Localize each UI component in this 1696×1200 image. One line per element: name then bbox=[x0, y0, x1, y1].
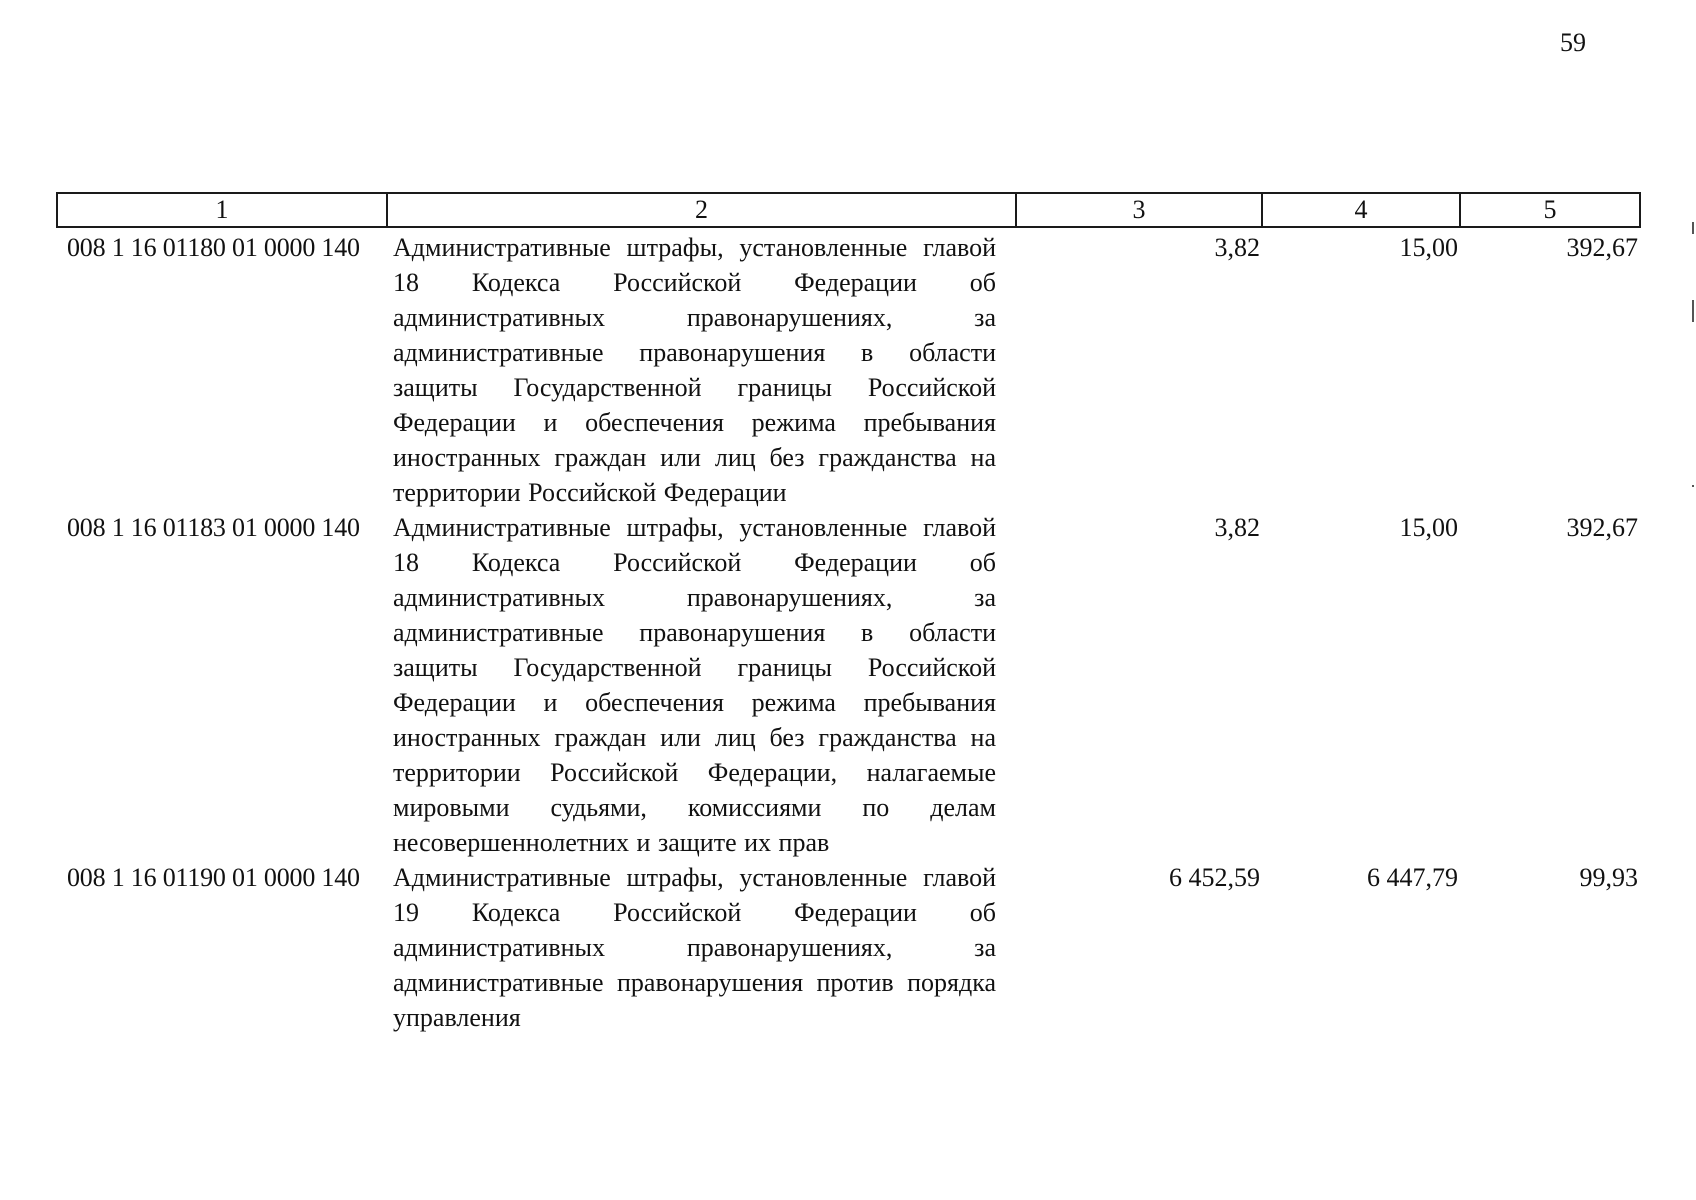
table-row bbox=[57, 227, 1640, 510]
table-body bbox=[57, 227, 1640, 1035]
row-code: 008 1 16 01180 01 0000 140 bbox=[67, 233, 360, 262]
row-col3: 6 452,59 bbox=[1169, 863, 1260, 892]
row-col3: 3,82 bbox=[1214, 233, 1260, 262]
row-col4: 6 447,79 bbox=[1367, 863, 1458, 892]
row-col5: 392,67 bbox=[1566, 233, 1638, 262]
row-col4: 15,00 bbox=[1399, 513, 1458, 542]
row-code: 008 1 16 01190 01 0000 140 bbox=[67, 863, 360, 892]
budget-table bbox=[56, 192, 1641, 1035]
scan-margin-mark bbox=[1692, 222, 1694, 234]
row-col5: 99,93 bbox=[1579, 863, 1638, 892]
row-code: 008 1 16 01183 01 0000 140 bbox=[67, 513, 360, 542]
row-name: Административные штрафы, установленные главой 18 Кодекса Российской Федерации об административных правонарушениях, за административные правонарушения в области защиты Государственной границы Российской Федерации и обеспечения режима пребывания иностранных граждан или лиц без гражданства на территории Российской Федерации, налагаемые мировыми судьями, комиссиями по делам несовершеннолетних и защите их прав bbox=[393, 513, 996, 857]
page-number: 59 bbox=[1560, 28, 1586, 57]
scan-margin-mark bbox=[1692, 300, 1694, 322]
scan-margin-mark bbox=[1692, 485, 1694, 487]
row-col4: 15,00 bbox=[1399, 233, 1458, 262]
table-header bbox=[57, 193, 1640, 227]
row-col5: 392,67 bbox=[1566, 513, 1638, 542]
table-row bbox=[57, 510, 1640, 860]
header-col-1: 1 bbox=[57, 193, 387, 227]
header-col-4: 4 bbox=[1262, 193, 1460, 227]
header-col-5: 5 bbox=[1460, 193, 1640, 227]
row-name: Административные штрафы, установленные главой 19 Кодекса Российской Федерации об административных правонарушениях, за административные правонарушения против порядка управления bbox=[393, 863, 996, 1032]
header-row bbox=[57, 193, 1640, 227]
row-col3: 3,82 bbox=[1214, 513, 1260, 542]
row-name: Административные штрафы, установленные главой 18 Кодекса Российской Федерации об административных правонарушениях, за административные правонарушения в области защиты Государственной границы Российской Федерации и обеспечения режима пребывания иностранных граждан или лиц без гражданства на территории Российской Федерации bbox=[393, 233, 996, 507]
table-row bbox=[57, 860, 1640, 1035]
header-col-3: 3 bbox=[1016, 193, 1262, 227]
header-col-2: 2 bbox=[387, 193, 1016, 227]
